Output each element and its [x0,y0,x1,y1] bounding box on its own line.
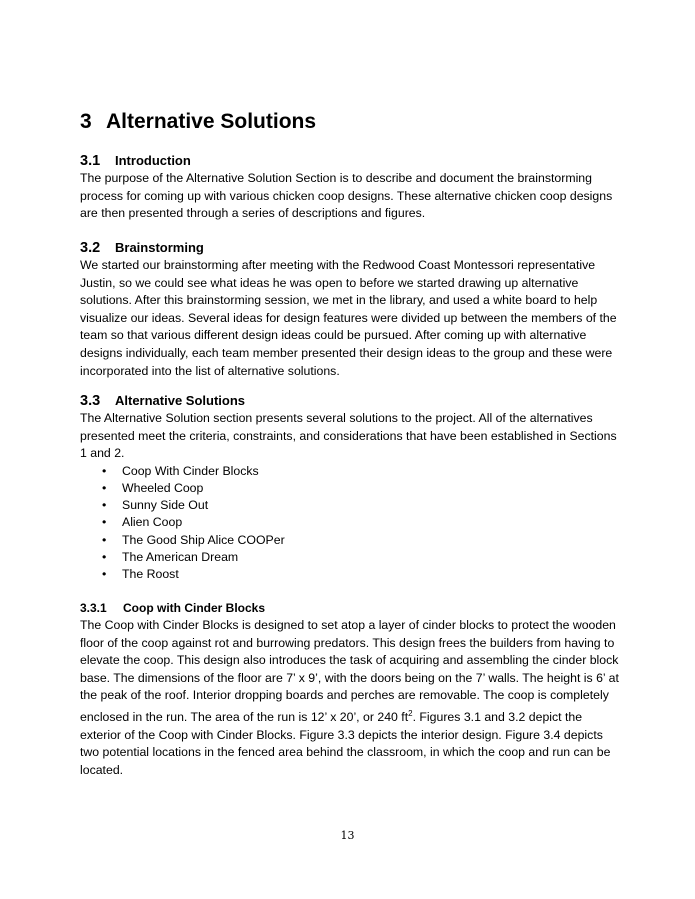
section-title: Alternative Solutions [115,393,246,408]
list-item: • Coop With Cinder Blocks [102,463,620,480]
bullet: • [102,549,107,564]
section-heading [80,239,620,257]
section-alternative-solutions [80,392,620,583]
bullet: • [102,463,107,478]
section-heading [80,152,620,170]
bullet: • [102,480,107,495]
bullet: • [102,532,107,547]
section-introduction [80,152,620,223]
subsection-heading [80,599,620,617]
chapter-title: Alternative Solutions [106,110,317,133]
list-item: • The Roost [102,566,620,583]
section-brainstorming [80,239,620,380]
bullet: • [102,567,107,581]
subsection-title: Coop with Cinder Blocks [123,601,266,615]
subsection-body: The Coop with Cinder Blocks is designed to set atop a layer of cinder blocks to protect the wooden floor of the coop against rot and burrowing predators. This design frees the builders from having to elevate the coop. This design also introduces the task of acquiring and assembling the cinder block base. The dimensions of the floor are 7’ x 9’, with the doors being on the 7’ walls. The height is 6’ at the peak of the roof. Interior dropping boards and perches are removable. The coop is completely enclosed in the run. The area of the run is 12’ x 20’, or 240 $ft^2$. Figures 3.1 and 3.2 depict the exterior of the Coop with Cinder Blocks. Figure 3.3 depicts the interior design. Figure 3.4 depicts two potential locations in the fenced area behind the classroom, in which the coop and run can be located. [80,618,619,777]
section-heading [80,392,620,410]
section-body: We started our brainstorming after meeting with the Redwood Coast Montessori representative Justin, so we could see what ideas he was open to before we started drawing up alternative solutions. After this brainstorming session, we met in the library, and used a white board to help visualize our ideas. Several ideas for design features were divided up between the members of the team so that various different design ideas could be pursued. After coming up with alternative designs individually, each team member presented their design ideas to the group and these were incorporated into the list of alternative solutions. [80,258,617,378]
chapter-number: 3 [80,110,92,133]
section-number: 3.3 [80,393,101,409]
section-title: Brainstorming [115,240,204,255]
section-body: The purpose of the Alternative Solution Section is to describe and document the brainstorming process for coming up with various chicken coop designs. These alternative chicken coop designs are then presented through a series of descriptions and figures. [80,171,613,221]
bullet: • [102,498,107,513]
chapter-heading [80,110,316,134]
list-item: • Wheeled Coop [102,480,620,497]
superscript: 2 [408,708,413,718]
section-number: 3.2 [80,240,101,256]
subsection-coop-with-cinder-blocks [80,599,620,779]
subsection-number: 3.3.1 [80,601,107,615]
list-item: • Sunny Side Out [102,497,620,514]
section-number: 3.1 [80,153,101,169]
list-item: • Alien Coop [102,514,620,531]
page-number: 13 [340,829,355,842]
bullet: • [102,515,107,530]
section-body: The Alternative Solution section presents several solutions to the project. All of the alternatives presented meet the criteria, constraints, and considerations that have been established in Sections 1 and 2. [80,411,617,461]
list-item: • The Good Ship Alice COOPer [102,532,620,549]
alternatives-list [80,463,620,583]
list-item: • The American Dream [102,549,620,566]
section-title: Introduction [115,153,191,168]
